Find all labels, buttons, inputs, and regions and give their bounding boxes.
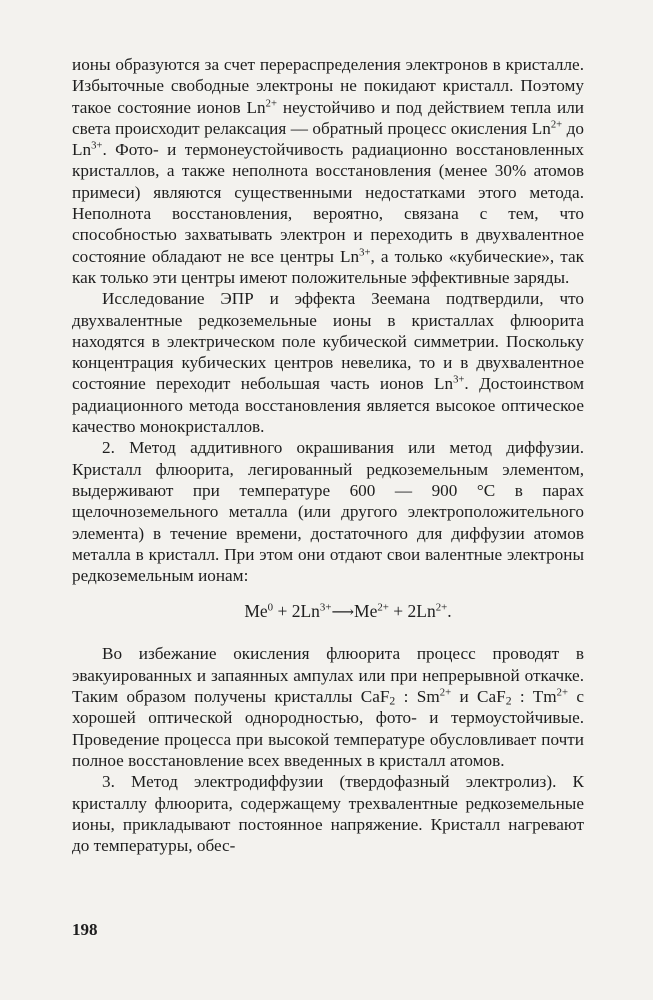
formula-text: Me — [354, 601, 378, 622]
reaction-equation — [72, 600, 584, 624]
superscript: 3+ — [319, 601, 332, 614]
formula-text: . — [447, 601, 452, 622]
text-span: и CaF — [451, 687, 506, 707]
text-span: 3. Метод электродиффузии (твердофазный электролиз). К кристаллу флюорита, содержащему трехвалентные редкоземельные ионы, прикладывают постоянное напряжение. Кристалл нагревают до температуры, обес- — [72, 772, 584, 856]
formula-text: Me — [244, 601, 268, 622]
text-span: до Ln — [72, 118, 585, 160]
superscript: 2+ — [556, 687, 568, 699]
paragraph-5 — [72, 771, 584, 856]
text-span: Во избежание окисления флюорита процесс проводят в эвакуированных и запаянных ампулах или при непрерывной откачке. Таким образом получены кристаллы CaF — [72, 644, 584, 707]
formula-text: + 2Ln — [273, 601, 320, 622]
paragraph-2 — [72, 288, 584, 437]
page-number: 198 — [72, 920, 98, 939]
text-span: : Sm — [395, 687, 440, 707]
paragraph-3 — [72, 437, 584, 586]
superscript: 3+ — [453, 374, 465, 386]
text-span: 2. Метод аддитивного окрашивания или метод диффузии. Кристалл флюорита, легированный редкоземельным элементом, выдерживают при температуре 600 — 900 °С в парах щелочноземельного металла (или другого электроположительного элемента) в течение времени, достаточного для диффузии атомов металла в кристалл. При этом они отдают свои валентные электроны редкоземельным ионам: — [72, 438, 584, 586]
superscript: 2+ — [435, 601, 448, 614]
text-span: : Tm — [511, 687, 557, 707]
text-span: , а только «кубические», так как только эти центры имеют положительные эффективные заряды. — [72, 246, 585, 287]
text-span: . Достоинством радиационного метода восстановления является высокое оптическое качество монокристаллов. — [72, 374, 584, 437]
subscript: 2 — [505, 694, 512, 708]
page-text-block — [72, 54, 584, 856]
reaction-arrow-icon: ⟶ — [331, 604, 355, 622]
paragraph-4 — [72, 643, 584, 771]
superscript: 2+ — [439, 687, 452, 699]
text-span: ионы образуются за счет перераспределения электронов в кристалле. Избыточные свободные электроны не покидают кристалл. Поэтому такое состояние ионов Ln — [72, 55, 584, 117]
text-span: . Фото- и термонеустойчивость радиационно восстановленных кристаллов, а также неполнота восстановления (менее 30% атомов примеси) являются существенными недостатками этого метода. Неполнота восстановления, вероятно, связана с тем, что способностью захватывать электрон и переходить в двухвалентное состояние обладают не все центры Ln — [72, 140, 584, 266]
superscript: 2+ — [550, 119, 563, 131]
text-span: Исследование ЭПР и эффекта Зеемана подтвердили, что двухвалентные редкоземельные ионы в кристаллах флюорита находятся в электрическом поле кубической симметрии. Поскольку концентрация кубических центров невелика, то и в двухвалентное состояние переходит небольшая часть ионов Ln — [72, 289, 584, 394]
superscript: 2+ — [377, 601, 389, 614]
subscript: 2 — [389, 694, 396, 708]
paragraph-1 — [72, 54, 584, 288]
superscript: 3+ — [91, 140, 103, 152]
formula-text: + 2Ln — [388, 601, 436, 622]
text-span: с хорошей оптической однородностью, фото- и термоустойчивые. Проведение процесса при высокой температуре обусловливает почти полное восстановление всех введенных в кристалл атомов. — [72, 687, 584, 770]
superscript: 3+ — [359, 247, 371, 259]
superscript: 2+ — [265, 97, 277, 109]
text-span: неустойчиво и под действием тепла или света происходит релаксация — обратный процесс окисления Ln — [72, 97, 584, 138]
superscript: 0 — [267, 601, 274, 614]
